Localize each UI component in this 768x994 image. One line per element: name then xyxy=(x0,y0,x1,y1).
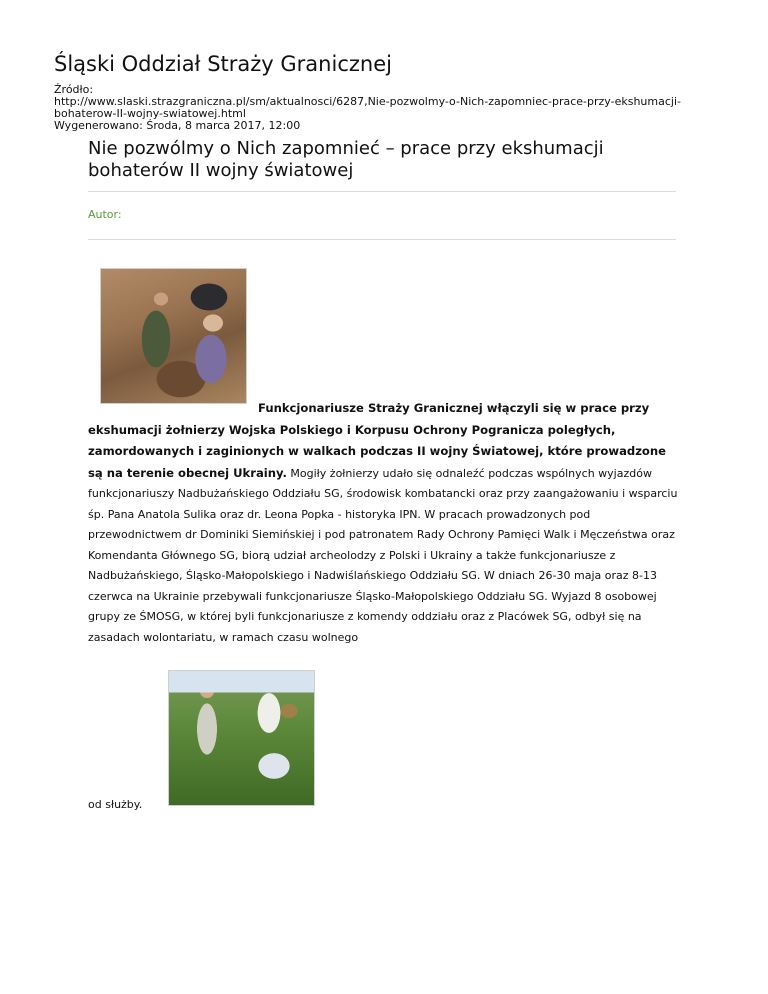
exhumation-photo-2 xyxy=(168,670,315,806)
site-title: Śląski Oddział Straży Granicznej xyxy=(54,52,392,76)
source-url-line-1[interactable]: http://www.slaski.strazgraniczna.pl/sm/aktualnosci/6287,Nie-pozwolmy-o-Nich-zapomniec-prace-przy-ekshumacji- xyxy=(54,95,681,108)
body-paragraph: Mogiły żołnierzy udało się odnaleźć podczas wspólnych wyjazdów funkcjonariuszy Nadbużańskiego Oddziału SG, środowisk kombatancki oraz przy zaangażowaniu i wsparciu śp. Pana Anatola Sulika oraz dr. Leona Popka - historyka IPN. W pracach prowadzonych pod przewodnictwem dr Dominiki Siemińskiej i pod patronatem Rady Ochrony Pamięci Walk i Męczeństwa oraz Komendanta Głównego SG, biorą udział archeolodzy z Polski i Ukrainy a także funkcjonariusze z Nadbużańskiego, Śląsko-Małopolskiego i Nadwiślańskiego Oddziału SG. W dniach 26-30 maja oraz 8-13 czerwca na Ukrainie przebywali funkcjonariusze Śląsko-Małopolskiego Oddziału SG. Wyjazd 8 osobowej grupy ze ŚMOSG, w której byli funkcjonariusze z komendy oddziału oraz z Placówek SG, odbył się na zasadach wolontariatu, w ramach czasu wolnego xyxy=(88,466,678,644)
exhumation-photo-1 xyxy=(100,268,247,404)
closing-text: od służby. xyxy=(88,798,143,811)
source-label: Źródło: xyxy=(54,83,94,96)
divider-bottom xyxy=(88,239,676,240)
article-body xyxy=(88,398,680,648)
divider-top xyxy=(88,191,676,192)
source-url-line-2[interactable]: bohaterow-II-wojny-swiatowej.html xyxy=(54,107,246,120)
lead-paragraph: Funkcjonariusze Straży Granicznej włączyli się w prace przy ekshumacji żołnierzy Wojska Polskiego i Korpusu Ochrony Pogranicza poległych, zamordowanych i zaginionych w walkach podczas II wojny Światowej, które prowadzone są na terenie obecnej Ukrainy. xyxy=(88,401,667,480)
source-meta xyxy=(54,84,734,132)
generated-date: Wygenerowano: Środa, 8 marca 2017, 12:00 xyxy=(54,119,301,132)
author-label: Autor: xyxy=(88,208,122,221)
article-title: Nie pozwólmy o Nich zapomnieć – prace przy ekshumacji bohaterów II wojny światowej xyxy=(88,138,604,181)
